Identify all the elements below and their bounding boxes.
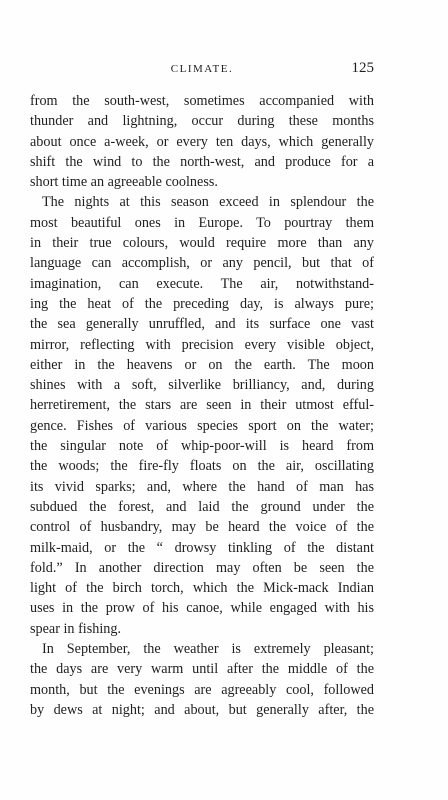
text-line: most beautiful ones in Europe. To pourtray them [30, 214, 374, 231]
text-line: subdued the forest, and laid the ground under the [30, 498, 374, 515]
text-line: the sea generally unruffled, and its surface one vast [30, 316, 374, 333]
text-line: herretirement, the stars are seen in their utmost efful- [30, 397, 374, 414]
text-line: from the south-west, sometimes accompanied with [30, 93, 374, 109]
running-head [30, 60, 374, 80]
page-number: 125 [351, 60, 374, 76]
text-line: shift the wind to the north-west, and produce for a [30, 153, 374, 170]
text-line: the singular note of whip-poor-will is heard from [30, 438, 374, 455]
text-line: the days are very warm until after the middle of the [30, 661, 374, 678]
text-line: language can accomplish, or any pencil, but that of [30, 255, 374, 272]
body-text [30, 91, 374, 720]
text-line: month, but the evenings are agreeably cool, followed [30, 681, 374, 698]
text-line: fold.” In another direction may often be seen the [30, 559, 374, 576]
text-line: short time an agreeable coolness. [30, 174, 218, 191]
text-line: In September, the weather is extremely pleasant; [42, 641, 374, 658]
text-line: uses in the prow of his canoe, while engaged with his [30, 600, 374, 617]
text-line: in their true colours, would require more than any [30, 235, 374, 252]
text-line: ing the heat of the preceding day, is always pure; [30, 295, 374, 312]
text-line: shines with a soft, silverlike brilliancy, and, during [30, 377, 374, 394]
text-line: gence. Fishes of various species sport on the water; [30, 417, 374, 434]
text-line: its vivid sparks; and, where the hand of man has [30, 478, 374, 495]
text-line: by dews at night; and about, but generally after, the [30, 701, 374, 718]
text-line: spear in fishing. [30, 620, 122, 637]
text-line: The nights at this season exceed in splendour the [42, 194, 374, 211]
paragraph [30, 639, 374, 720]
text-line: control of husbandry, may be heard the voice of the [30, 519, 374, 536]
text-line: the woods; the fire-fly floats on the air, oscillating [30, 458, 374, 475]
text-line: milk-maid, or the “ drowsy tinkling of the distant [30, 539, 374, 556]
text-line: about once a-week, or every ten days, which generally [30, 133, 374, 150]
text-line: either in the heavens or on the earth. The moon [30, 356, 374, 373]
text-line: imagination, can execute. The air, notwithstand- [30, 275, 374, 292]
paragraph [30, 192, 374, 639]
text-line: mirror, reflecting with precision every visible object, [30, 336, 374, 353]
paragraph [30, 91, 374, 192]
running-title: CLIMATE. [170, 63, 234, 75]
text-line: thunder and lightning, occur during these months [30, 113, 374, 130]
text-line: light of the birch torch, which the Mick-mack Indian [30, 580, 374, 597]
